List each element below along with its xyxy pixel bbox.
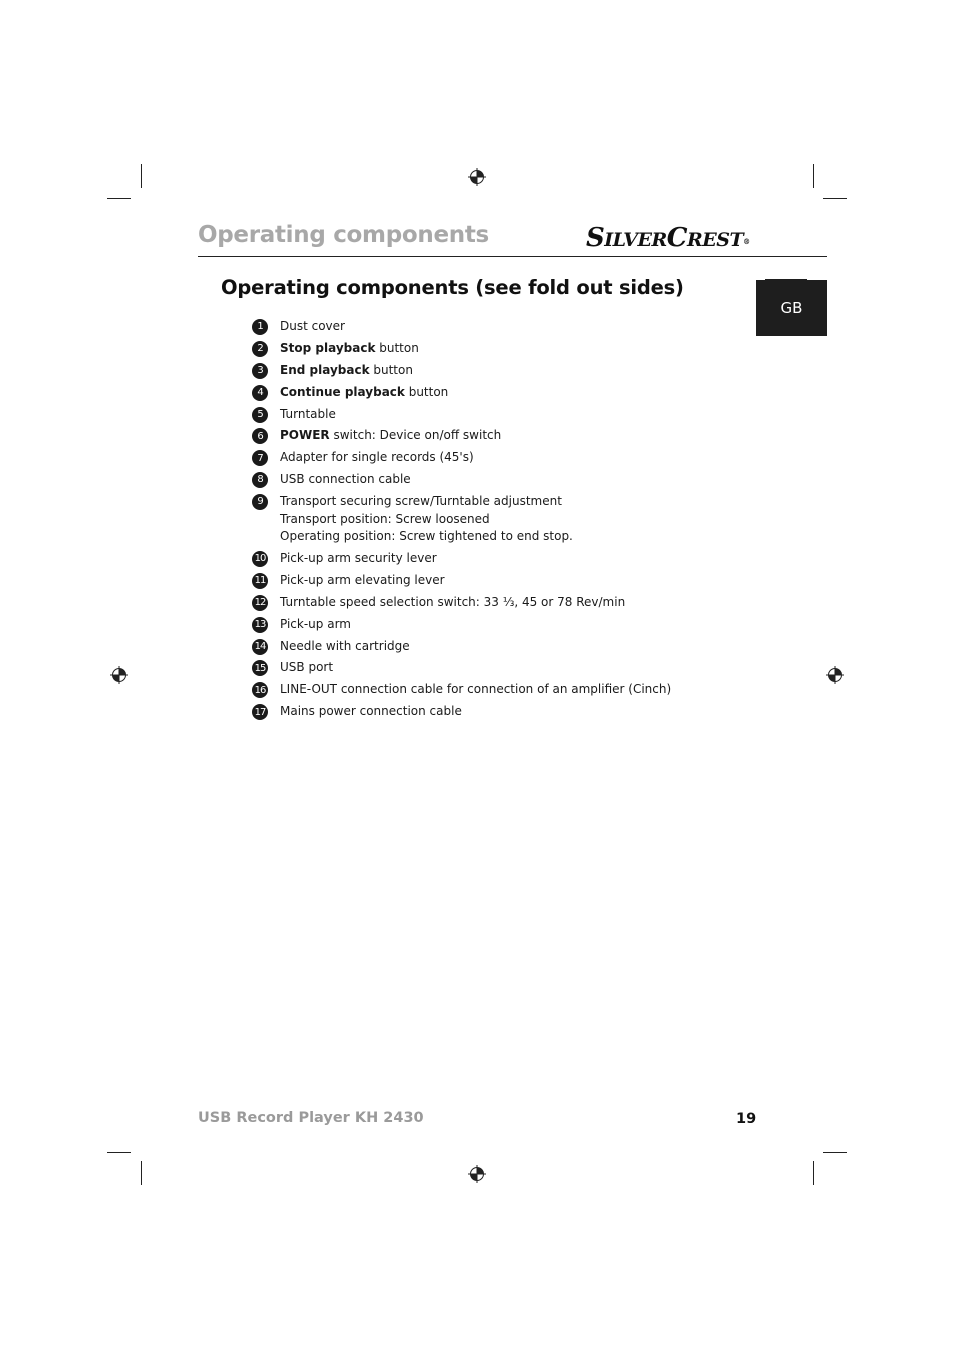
item-line <box>280 616 351 634</box>
page-number: 19 <box>736 1111 757 1127</box>
item-description: Turntable speed selection switch: 33 ⅓, 45 or 78 Rev/min <box>280 594 626 609</box>
crop-mark <box>823 1152 847 1153</box>
item-description: Dust cover <box>280 319 345 333</box>
list-item <box>252 362 732 380</box>
item-description: LINE-OUT connection cable for connection of an amplifier (Cinch) <box>280 682 672 697</box>
list-item <box>252 384 732 402</box>
item-line <box>280 638 410 656</box>
item-extra-line: Operating position: Screw tightened to end stop. <box>280 529 573 544</box>
item-text <box>280 659 333 677</box>
item-number-badge: 15 <box>252 660 268 676</box>
brand-initial: S <box>586 223 605 253</box>
item-line <box>280 340 419 358</box>
list-item <box>252 449 732 467</box>
item-line <box>280 703 462 721</box>
item-extra-line: Transport position: Screw loosened <box>280 511 490 526</box>
item-description: button <box>369 362 413 377</box>
item-number-badge: 1 <box>252 319 268 335</box>
item-description: USB connection cable <box>280 472 411 487</box>
item-text <box>280 471 411 489</box>
language-tab: GB <box>756 280 827 336</box>
item-text <box>280 493 573 546</box>
item-number-badge: 17 <box>252 704 268 720</box>
item-line <box>280 493 573 511</box>
section-title: Operating components (see fold out sides) <box>221 276 684 299</box>
list-item <box>252 493 732 546</box>
registered-mark: ® <box>743 237 750 246</box>
list-item <box>252 550 732 568</box>
item-line <box>280 681 671 699</box>
item-bold-label: End playback <box>280 362 370 377</box>
item-number-badge: 16 <box>252 682 268 698</box>
item-line <box>280 362 413 380</box>
item-text <box>280 340 419 358</box>
registration-mark-icon <box>110 666 128 684</box>
crop-mark <box>813 164 814 188</box>
item-text <box>280 427 501 445</box>
item-number-badge: 12 <box>252 595 268 611</box>
item-bold-label: POWER <box>280 428 330 443</box>
item-description: Pick-up arm <box>280 616 351 631</box>
list-item <box>252 638 732 656</box>
item-number-badge: 14 <box>252 639 268 655</box>
list-item <box>252 616 732 634</box>
crop-mark <box>823 198 847 199</box>
item-description: Adapter for single records (45's) <box>280 450 474 465</box>
registration-mark-icon <box>468 1165 486 1183</box>
item-line <box>280 594 625 612</box>
item-text <box>280 318 345 336</box>
item-text <box>280 362 413 380</box>
item-number-badge: 7 <box>252 450 268 466</box>
crop-mark <box>141 164 142 188</box>
item-description: Turntable <box>280 406 336 421</box>
item-line <box>280 572 445 590</box>
item-line <box>280 427 501 445</box>
brand-logo <box>586 223 750 255</box>
item-description: USB port <box>280 660 334 675</box>
item-description: button <box>404 384 449 399</box>
registration-mark-icon <box>826 666 844 684</box>
components-list <box>252 318 732 725</box>
item-line <box>280 550 437 568</box>
item-description: Needle with cartridge <box>280 638 410 653</box>
crop-mark <box>107 1152 131 1153</box>
item-text <box>280 406 336 424</box>
item-number-badge: 13 <box>252 617 268 633</box>
item-text <box>280 703 462 721</box>
brand-text: REST <box>687 229 744 251</box>
list-item <box>252 703 732 721</box>
list-item <box>252 594 732 612</box>
item-description: Pick-up arm elevating lever <box>280 572 445 587</box>
item-line <box>280 471 411 489</box>
item-text <box>280 616 351 634</box>
list-item <box>252 340 732 358</box>
item-text <box>280 384 448 402</box>
item-text <box>280 449 474 467</box>
brand-initial: C <box>666 223 687 253</box>
item-number-badge: 4 <box>252 385 268 401</box>
crop-mark <box>813 1161 814 1185</box>
item-line <box>280 449 474 467</box>
footer-product-name: USB Record Player KH 2430 <box>198 1110 424 1126</box>
item-description: switch: Device on/off switch <box>329 428 502 443</box>
crop-mark <box>107 198 131 199</box>
list-item <box>252 318 732 336</box>
item-number-badge: 2 <box>252 341 268 357</box>
list-item <box>252 427 732 445</box>
item-description: button <box>375 340 419 355</box>
crop-mark <box>141 1161 142 1185</box>
item-number-badge: 8 <box>252 472 268 488</box>
item-line <box>280 384 448 402</box>
page-header-title: Operating components <box>198 222 489 248</box>
list-item <box>252 572 732 590</box>
list-item <box>252 406 732 424</box>
item-text <box>280 572 445 590</box>
item-text <box>280 550 437 568</box>
item-description: Mains power connection cable <box>280 704 462 719</box>
item-number-badge: 11 <box>252 573 268 589</box>
item-number-badge: 9 <box>252 494 268 510</box>
brand-text: ILVER <box>604 229 667 251</box>
registration-mark-icon <box>468 168 486 186</box>
item-description: Transport securing screw/Turntable adjustment <box>280 494 562 509</box>
list-item <box>252 471 732 489</box>
item-number-badge: 6 <box>252 428 268 444</box>
item-number-badge: 5 <box>252 407 268 423</box>
item-text <box>280 638 410 656</box>
item-bold-label: Continue playback <box>280 384 405 399</box>
item-line <box>280 406 336 424</box>
item-line <box>280 659 333 677</box>
header-divider <box>198 256 827 257</box>
item-description: Pick-up arm security lever <box>280 551 437 566</box>
item-text <box>280 594 625 612</box>
item-text <box>280 681 671 699</box>
list-item <box>252 659 732 677</box>
item-number-badge: 10 <box>252 551 268 567</box>
item-number-badge: 3 <box>252 363 268 379</box>
list-item <box>252 681 732 699</box>
item-bold-label: Stop playback <box>280 340 376 355</box>
item-line <box>280 318 345 336</box>
